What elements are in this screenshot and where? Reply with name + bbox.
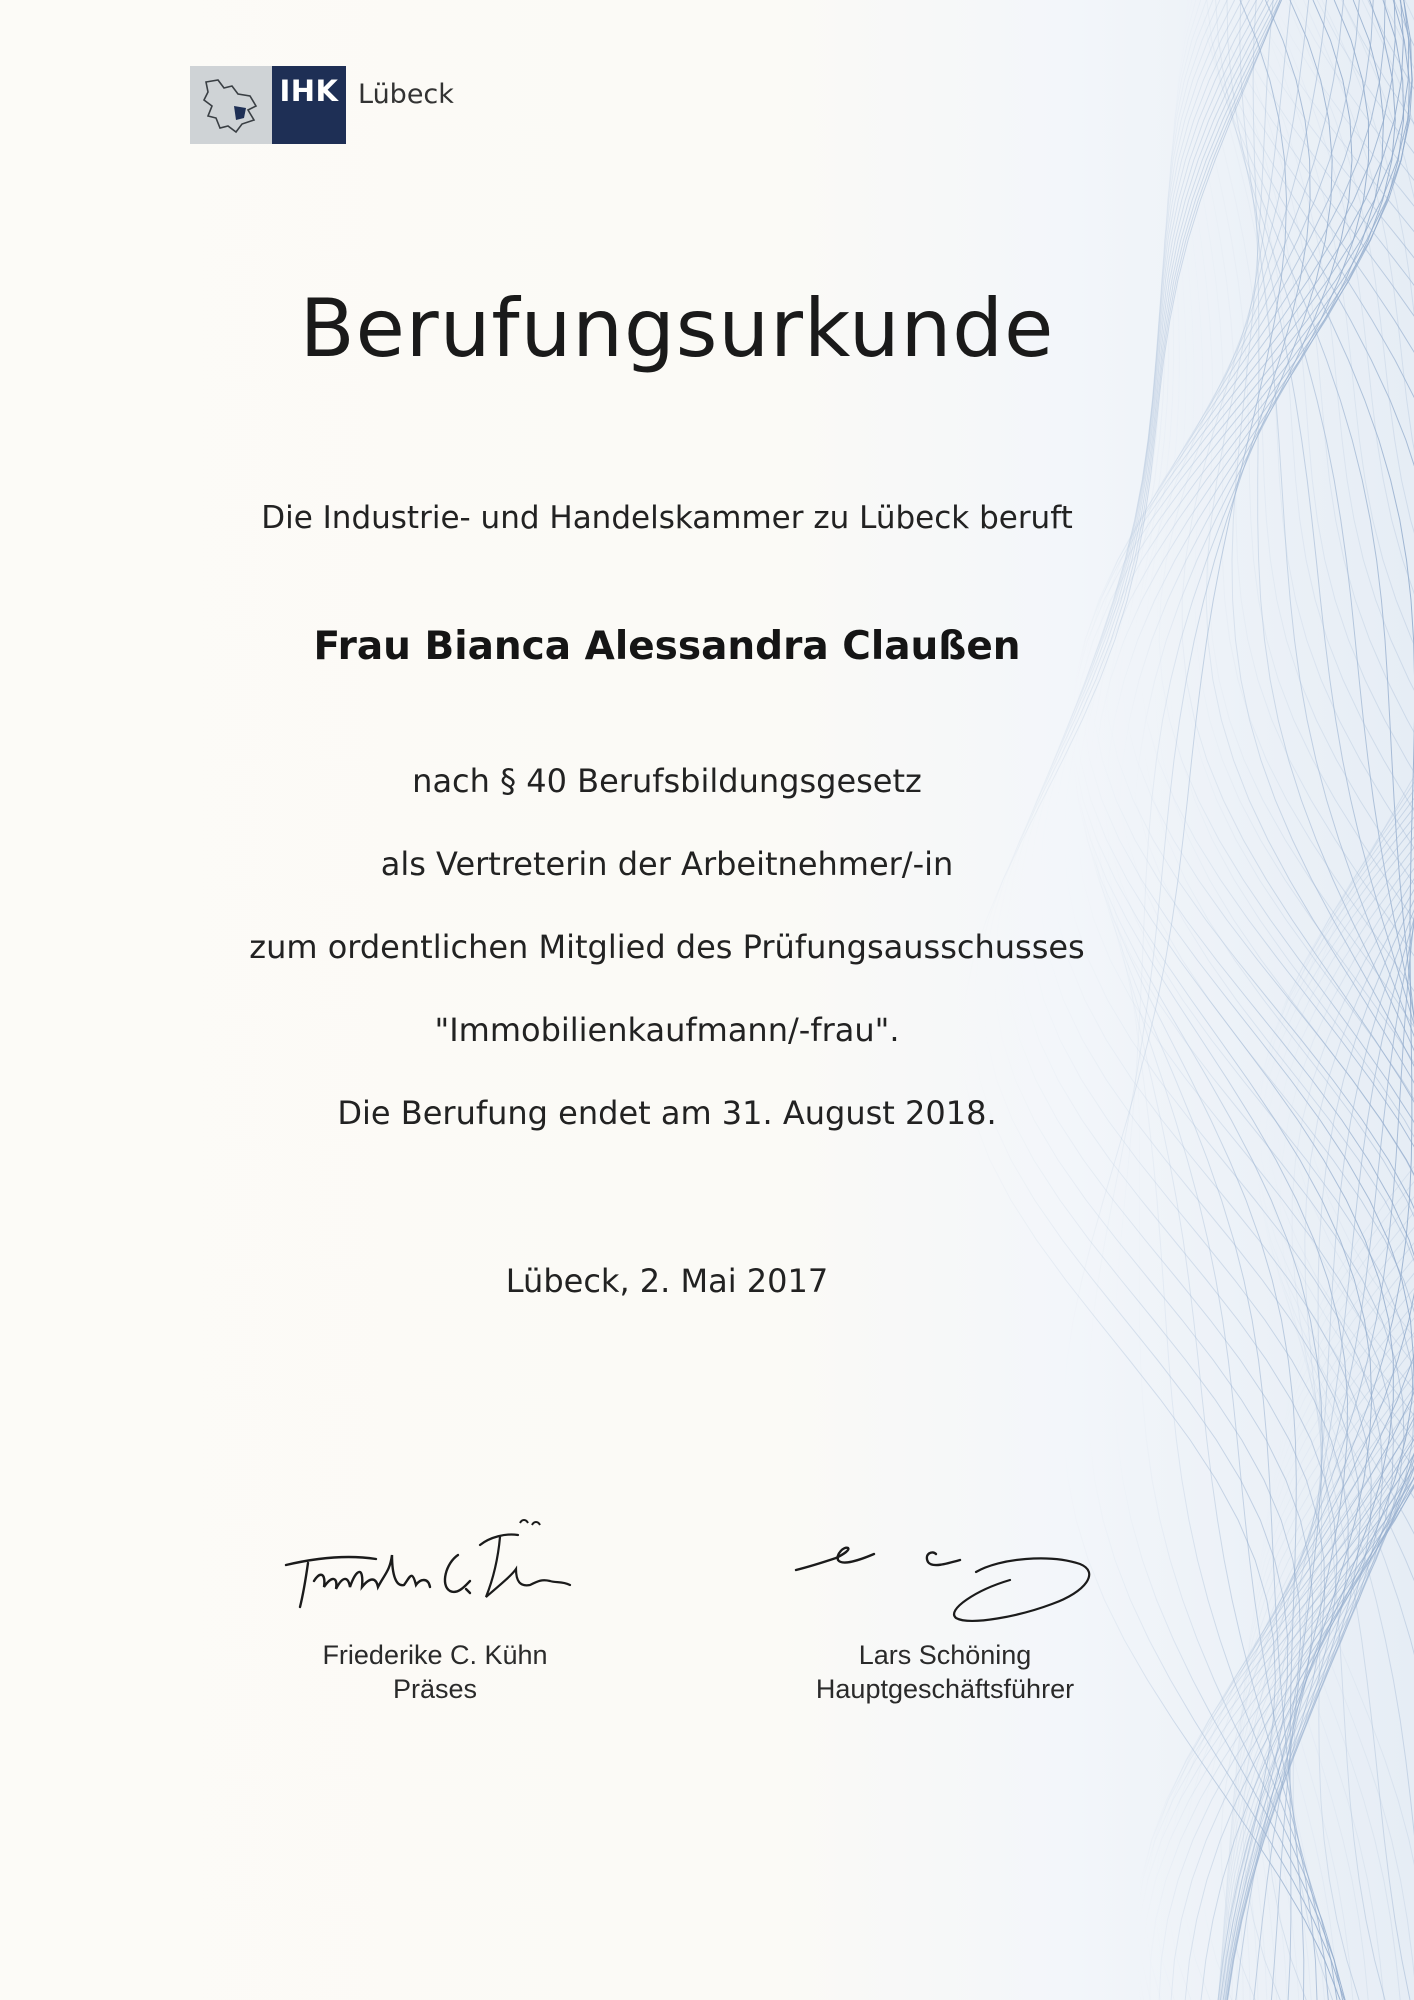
signatory-role: Präses — [392, 1674, 478, 1704]
signature-schoening — [790, 1528, 1110, 1638]
body-line-role: als Vertreterin der Arbeitnehmer/-in — [380, 845, 954, 883]
body-line-profession: "Immobilienkaufmann/-frau". — [434, 1011, 900, 1049]
ihk-logo — [190, 66, 454, 144]
body-line-committee: zum ordentlichen Mitglied des Prüfungsausschusses — [249, 928, 1085, 966]
ihk-logo-abbr: IHK — [272, 66, 346, 144]
schleswig-holstein-map-icon — [190, 66, 272, 144]
signatory-role: Hauptgeschäftsführer — [815, 1674, 1075, 1704]
body-line-end-date: Die Berufung endet am 31. August 2018. — [337, 1094, 997, 1132]
signatory-name: Friederike C. Kühn — [322, 1640, 548, 1670]
signatory-name: Lars Schöning — [858, 1640, 1032, 1670]
signature-kuehn — [280, 1515, 600, 1615]
place-and-date: Lübeck, 2. Mai 2017 — [505, 1262, 829, 1300]
body-line-law: nach § 40 Berufsbildungsgesetz — [412, 762, 922, 800]
recipient-name: Frau Bianca Alessandra Claußen — [313, 624, 1021, 669]
signature-block-left — [290, 1638, 580, 1706]
signature-block-right — [790, 1638, 1100, 1706]
intro-text: Die Industrie- und Handelskammer zu Lübeck beruft — [261, 500, 1073, 536]
ihk-logo-city: Lübeck — [358, 78, 454, 110]
document-title: Berufungsurkunde — [299, 282, 1055, 375]
